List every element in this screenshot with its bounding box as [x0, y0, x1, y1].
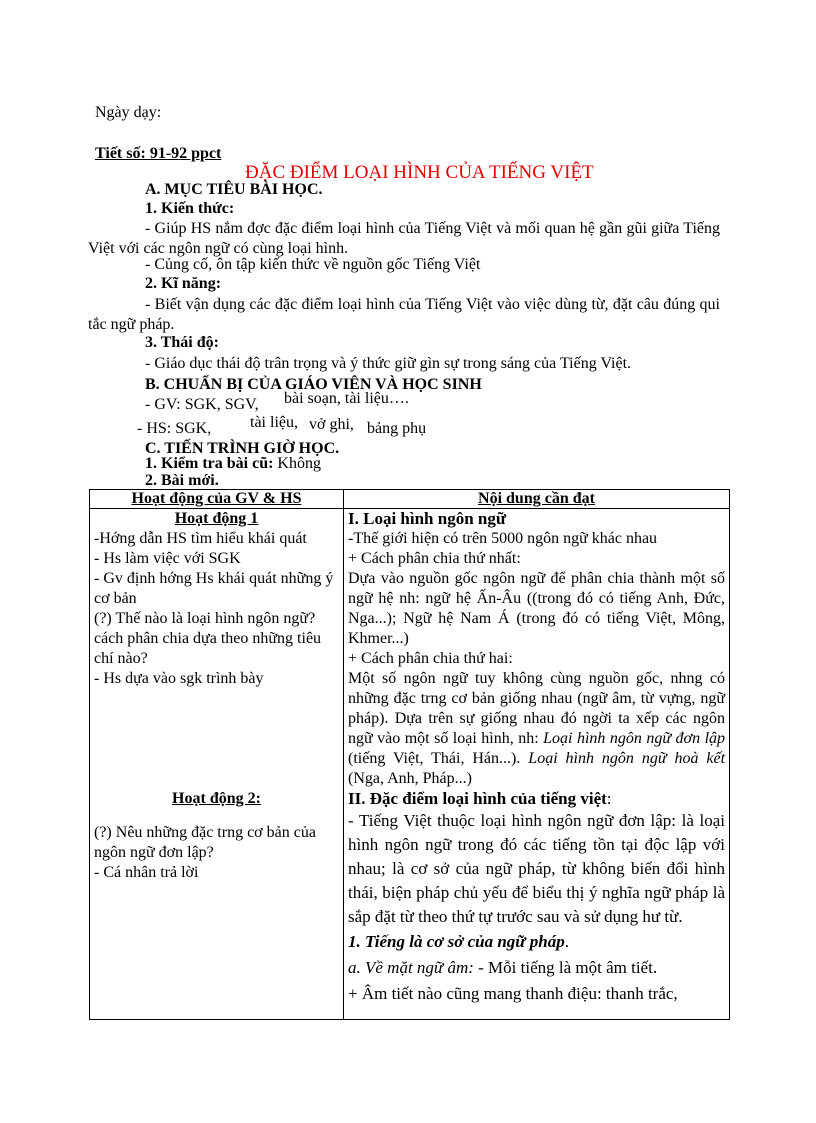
gv-materials-extra: bài soạn, tài liệu…. [284, 390, 409, 407]
hoat-dong-1-title: Hoạt động 1 [174, 510, 259, 527]
s1-line-5a: Một số ngôn ngữ tuy không cùng nguồn gốc, nhng có những đặc trng cơ bản giống nhau (ngữ âm, từ vựng, ngữ pháp). Dựa trên sự giống nhau đó ngời ta xếp các ngôn ngữ vào một số loại hình, nh: [348, 670, 725, 747]
activity-cell [90, 509, 344, 1020]
ki-nang-item-1: - Biết vận dụng các đặc điểm loại hình của Tiếng Việt vào việc dùng từ, đặt câu đúng qui tắc ngữ pháp. [88, 296, 720, 333]
section-a-heading: A. MỤC TIÊU BÀI HỌC. [145, 181, 323, 198]
thai-do-item-1: - Giáo dục thái độ trân trọng và ý thức giữ gìn sự trong sáng của Tiếng Việt. [145, 355, 632, 372]
s1-line-4: + Cách phân chia thứ hai: [348, 650, 513, 667]
s2-phonetics-text: - Mỗi tiếng là một âm tiết. [478, 958, 658, 977]
section-b-heading: B. CHUẨN BỊ CỦA GIÁO VIÊN VÀ HỌC SINH [145, 376, 482, 393]
hd1-line-1: -Hớng dẫn HS tìm hiểu khái quát [94, 530, 307, 547]
s1-isolating-type: Loại hình ngôn ngữ đơn lập [543, 730, 726, 747]
thai-do-heading: 3. Thái độ: [145, 334, 219, 351]
kien-thuc-item-2: - Củng cố, ôn tập kiến thức về nguồn gốc Tiếng Việt [145, 256, 481, 273]
hoat-dong-2-title: Hoạt động 2: [172, 790, 261, 807]
hd1-line-4: (?) Thế nào là loại hình ngôn ngữ? cách phân chia dựa theo những tiêu chí nào? [94, 610, 322, 667]
s1-fusional-type: Loại hình ngôn ngữ hoà kết [528, 750, 726, 767]
page-title: ĐẶC ĐIỂM LOẠI HÌNH CỦA TIẾNG VIỆT [245, 162, 594, 183]
s1-line-5 [348, 669, 725, 789]
content-cell [344, 509, 730, 1020]
section-2-title-text: II. Đặc điểm loại hình của tiếng việt [348, 789, 607, 808]
kien-thuc-heading: 1. Kiến thức: [145, 200, 235, 217]
s1-line-2: + Cách phân chia thứ nhất: [348, 550, 521, 567]
hs-bang-phu: bảng phụ [367, 420, 427, 437]
tiet-so-label: Tiết số: 91-92 ppct [95, 145, 222, 162]
hd2-line-1: (?) Nêu những đặc trng cơ bản của ngôn ngữ đơn lập? [94, 824, 316, 861]
gv-materials: - GV: SGK, SGV, [145, 396, 259, 413]
lesson-table [89, 489, 730, 1020]
table-header-row [90, 490, 730, 509]
kiem-tra-label: 1. Kiểm tra bài cũ: [145, 455, 274, 472]
kiem-tra-value: Không [277, 455, 321, 472]
hd1-line-2: - Hs làm việc với SGK [94, 550, 241, 567]
s1-line-3: Dựa vào nguồn gốc ngôn ngữ để phân chia thành một số ngữ hệ nh: ngữ hệ Ấn-Âu ((trong đó có tiếng Anh, Đức, Nga...); Ngữ hệ Nam Á (trong đó có tiếng Việt, Mông, Khmer...) [348, 570, 725, 647]
section-2-title-colon: : [606, 789, 612, 808]
col-content-header: Nội dung cần đạt [344, 490, 730, 509]
s2-subheading-1-dot: . [564, 932, 569, 951]
hd1-line-3: - Gv định hớng Hs khái quát những ý cơ bản [94, 570, 334, 607]
col-activity-header: Hoạt động của GV & HS [90, 490, 344, 509]
bai-moi-heading: 2. Bài mới. [145, 472, 219, 489]
ngay-day-label: Ngày dạy: [95, 104, 162, 121]
hd1-line-5: - Hs dựa vào sgk trình bày [94, 670, 264, 687]
s1-line-1: -Thế giới hiện có trên 5000 ngôn ngữ khác nhau [348, 530, 658, 547]
hs-vo-ghi: vở ghi, [309, 416, 354, 433]
section-c-heading: C. TIẾN TRÌNH GIỜ HỌC. [145, 440, 340, 457]
s1-line-5c: (tiếng Việt, Thái, Hán...). [348, 750, 521, 767]
kien-thuc-item-1: - Giúp HS nắm đợc đặc điểm loại hình của Tiếng Việt và mối quan hệ gần gũi giữa Tiếng Việt với các ngôn ngữ có cùng loại hình. [88, 220, 720, 257]
table-row [90, 509, 730, 1020]
kiem-tra-line [145, 455, 321, 473]
s2-subheading-1 [348, 929, 725, 955]
section-2-title [348, 789, 725, 809]
s2-phonetics-line [348, 955, 725, 981]
s2-last-line: + Âm tiết nào cũng mang thanh điệu: thanh trắc, [348, 984, 678, 1003]
s2-subheading-1-text: 1. Tiếng là cơ sở của ngữ pháp [348, 932, 565, 951]
hd2-line-2: - Cá nhân trả lời [94, 864, 199, 881]
s1-line-5e: (Nga, Anh, Pháp...) [348, 770, 472, 787]
ki-nang-heading: 2. Kĩ năng: [145, 275, 222, 292]
hs-materials: - HS: SGK, [137, 420, 212, 437]
s2-phonetics-label: a. Về mặt ngữ âm: [348, 958, 474, 977]
s2-paragraph-1: - Tiếng Việt thuộc loại hình ngôn ngữ đơn lập: là loại hình ngôn ngữ trong đó các tiếng tồn tại độc lập với nhau; là cơ sở của ngữ pháp, từ không biến đổi hình thái, biện pháp chủ yếu để biểu thị ý nghĩa ngữ pháp là sắp đặt từ theo thứ tự trước sau và sử dụng hư từ. [348, 811, 725, 926]
hs-tai-lieu: tài liệu, [250, 414, 298, 431]
section-1-title: I. Loại hình ngôn ngữ [348, 509, 507, 528]
